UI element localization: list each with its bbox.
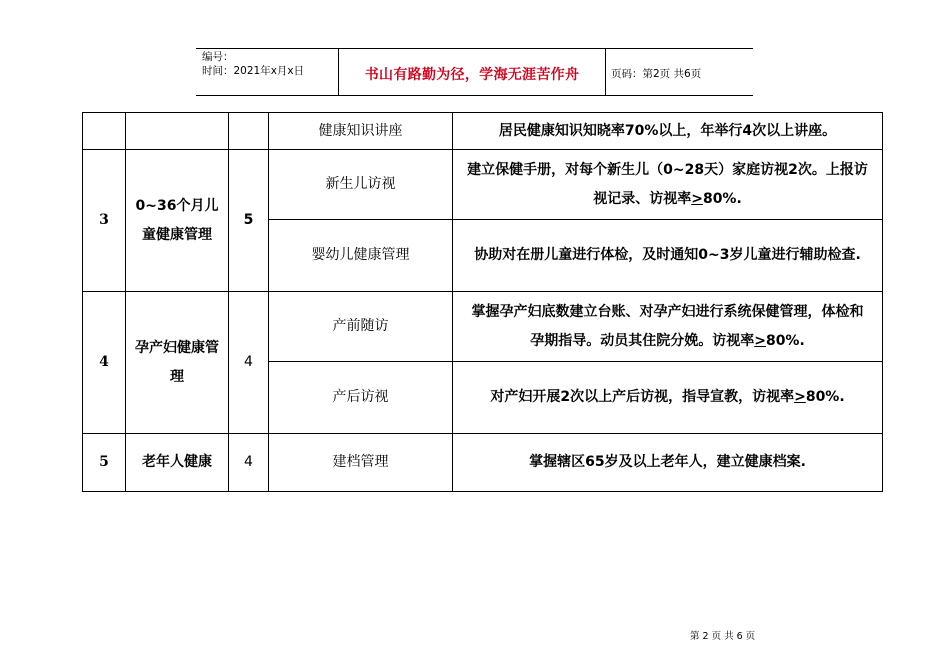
requirement-cell: 居民健康知识知晓率70%以上，年举行4次以上讲座。 <box>453 113 883 150</box>
item-cell: 新生儿访视 <box>269 150 453 220</box>
number-cell <box>83 113 126 150</box>
requirement-cell: 协助对在册儿童进行体检，及时通知0~3岁儿童进行辅助检查. <box>453 220 883 292</box>
score-cell: 4 <box>229 434 269 492</box>
number-cell: 3 <box>83 150 126 292</box>
category-cell: 0~36个月儿童健康管理 <box>126 150 229 292</box>
time-label: 时间：2021年x月x日 <box>202 65 305 77</box>
requirement-cell: 对产妇开展2次以上产后访视，指导宣教，访视率>80%. <box>453 362 883 434</box>
item-cell: 婴幼儿健康管理 <box>269 220 453 292</box>
number-cell: 5 <box>83 434 126 492</box>
item-cell: 建档管理 <box>269 434 453 492</box>
table-row <box>83 113 883 150</box>
header-bottom-rule <box>196 95 753 96</box>
item-cell: 产后访视 <box>269 362 453 434</box>
table-row <box>83 434 883 492</box>
item-cell: 健康知识讲座 <box>269 113 453 150</box>
code-label: 编号： <box>202 51 234 63</box>
page-footer: 第 2 页 共 6 页 <box>690 631 756 642</box>
header-meta <box>202 50 304 78</box>
header-divider <box>605 48 606 96</box>
table-row <box>83 292 883 362</box>
category-cell: 老年人健康 <box>126 434 229 492</box>
item-cell: 产前随访 <box>269 292 453 362</box>
health-management-table <box>82 112 883 492</box>
requirement-cell: 建立保健手册，对每个新生儿（0~28天）家庭访视2次。上报访视记录、访视率>80%. <box>453 150 883 220</box>
category-cell: 孕产妇健康管理 <box>126 292 229 434</box>
score-cell <box>229 113 269 150</box>
requirement-cell: 掌握孕产妇底数建立台账、对孕产妇进行系统保健管理，体检和孕期指导。动员其住院分娩。访视率>80%. <box>453 292 883 362</box>
number-cell: 4 <box>83 292 126 434</box>
requirement-cell: 掌握辖区65岁及以上老年人，建立健康档案. <box>453 434 883 492</box>
category-cell <box>126 113 229 150</box>
score-cell: 5 <box>229 150 269 292</box>
header-motto: 书山有路勤为径，学海无涯苦作舟 <box>364 67 580 83</box>
score-cell: 4 <box>229 292 269 434</box>
page-header <box>196 48 753 96</box>
table-row <box>83 150 883 220</box>
header-top-rule <box>196 48 753 49</box>
header-page-number: 页码：第2页 共6页 <box>611 68 702 80</box>
